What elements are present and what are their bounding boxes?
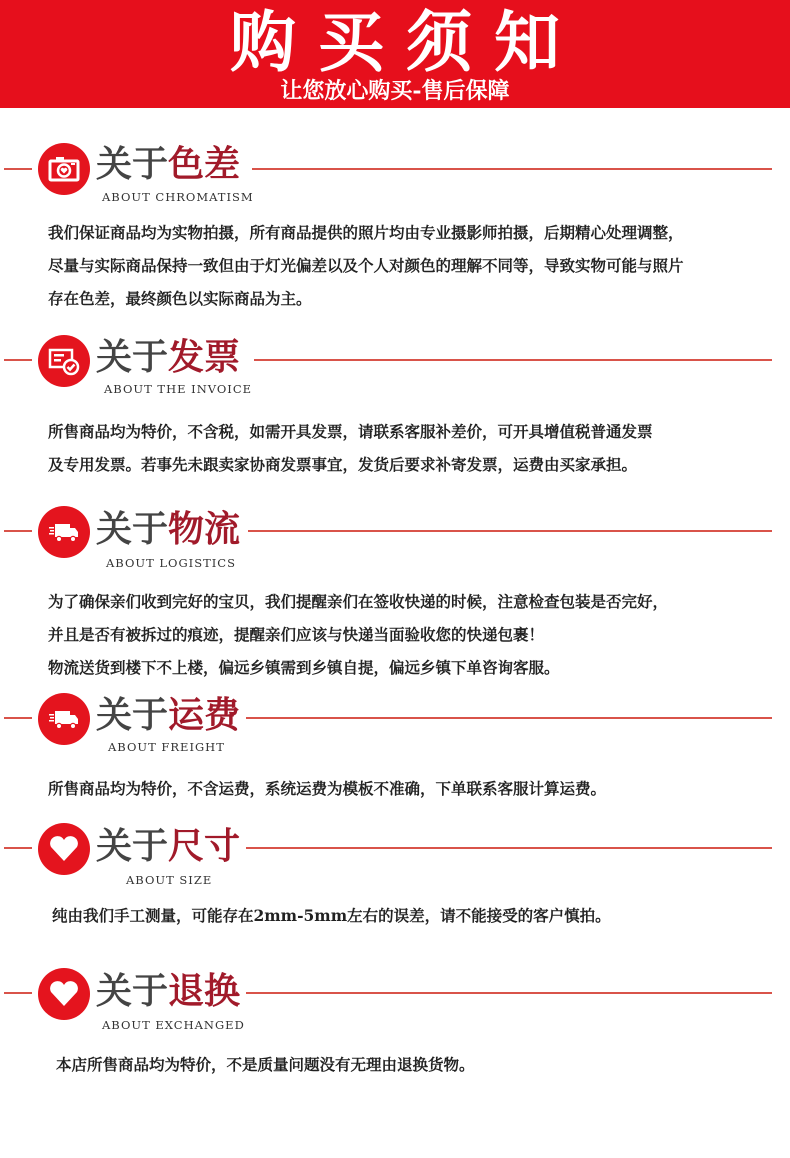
section-body: 我们保证商品均为实物拍摄，所有商品提供的照片均由专业摄影师拍摄，后期精心处理调整， 尽量与实际商品保持一致但由于灯光偏差以及个人对颜色的理解不同等，导致实物可能与照片 存在色差，最终颜色以实际商品为主。: [48, 223, 684, 308]
section-subtitle: ABOUT FREIGHT: [108, 740, 225, 754]
section-heading: 关于退换: [96, 970, 241, 1012]
section-heading: 关于色差: [96, 143, 241, 185]
truck-icon: [38, 506, 90, 558]
section-subtitle: ABOUT SIZE: [126, 873, 213, 887]
section-subtitle: ABOUT EXCHANGED: [102, 1018, 245, 1032]
section-logistics: [0, 505, 790, 677]
divider-right: [248, 530, 772, 532]
section-heading: 关于物流: [96, 508, 241, 550]
heart-icon: [38, 823, 90, 875]
divider-left: [4, 168, 32, 170]
section-chromatism: [0, 138, 790, 308]
truck-icon: [38, 693, 90, 745]
divider-right: [254, 359, 772, 361]
divider-left: [4, 847, 32, 849]
section-heading: 关于运费: [96, 694, 241, 736]
divider-left: [4, 359, 32, 361]
page-subtitle: 让您放心购买-售后保障: [280, 78, 510, 104]
divider-right: [246, 717, 772, 719]
section-exchange: [0, 966, 790, 1074]
divider-left: [4, 717, 32, 719]
section-body: 纯由我们手工测量，可能存在2mm-5mm左右的误差，请不能接受的客户慎拍。: [52, 906, 611, 925]
divider-left: [4, 530, 32, 532]
section-freight: [0, 693, 790, 798]
header-banner: [0, 0, 790, 108]
heart-icon: [38, 968, 90, 1020]
section-size: [0, 822, 790, 925]
divider-left: [4, 992, 32, 994]
section-subtitle: ABOUT CHROMATISM: [102, 190, 254, 204]
section-heading: 关于发票: [96, 336, 241, 378]
divider-right: [246, 992, 772, 994]
section-invoice: [0, 332, 790, 474]
section-subtitle: ABOUT THE INVOICE: [104, 382, 253, 396]
section-body: 所售商品均为特价，不含税，如需开具发票，请联系客服补差价，可开具增值税普通发票 及专用发票。若事先未跟卖家协商发票事宜，发货后要求补寄发票，运费由买家承担。: [48, 422, 653, 474]
section-body: 为了确保亲们收到完好的宝贝，我们提醒亲们在签收快递的时候，注意检查包装是否完好， 并且是否有被拆过的痕迹，提醒亲们应该与快递当面验收您的快递包裹！ 物流送货到楼下不上楼，偏远乡镇需到乡镇自提，偏远乡镇下单咨询客服。: [48, 592, 669, 677]
divider-right: [252, 168, 772, 170]
section-body: 所售商品均为特价，不含运费，系统运费为模板不准确，下单联系客服计算运费。: [48, 779, 607, 798]
page-title: 购买须知: [230, 3, 582, 81]
section-subtitle: ABOUT LOGISTICS: [106, 556, 236, 570]
section-body: 本店所售商品均为特价，不是质量问题没有无理由退换货物。: [56, 1055, 475, 1074]
section-heading: 关于尺寸: [96, 825, 241, 867]
invoice-check-icon: [38, 335, 90, 387]
divider-right: [246, 847, 772, 849]
camera-heart-icon: [38, 143, 90, 195]
